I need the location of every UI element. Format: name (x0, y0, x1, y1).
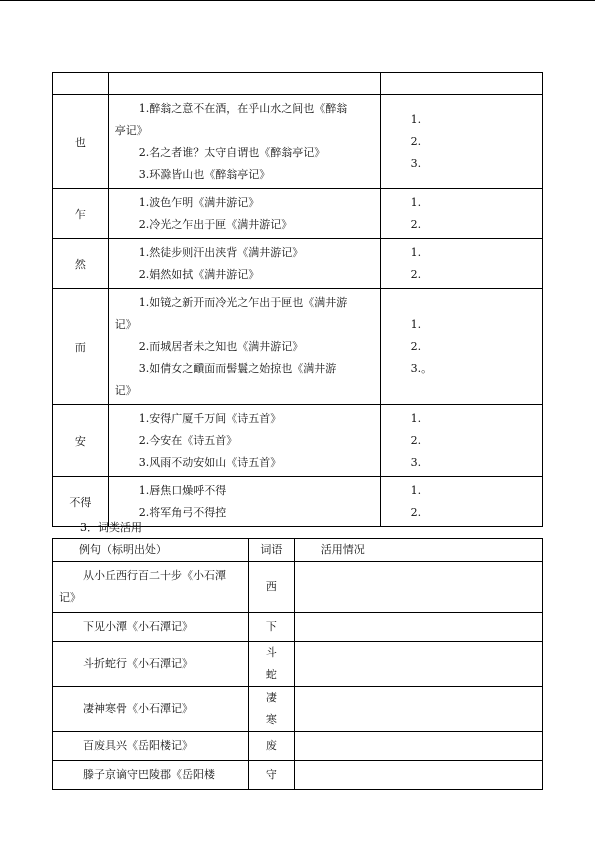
word-cell (248, 613, 294, 642)
answer-line: 3.。 (410, 361, 433, 375)
usage-cell (294, 562, 542, 613)
example-line: 1.然徒步则汗出浃背《满井游记》 (138, 246, 304, 259)
example-cell (108, 477, 380, 527)
answer-line: 1. (410, 112, 422, 126)
example-line: 1.如镜之新开而冷光之乍出于匣也《满井游 (138, 296, 348, 309)
example-cell (53, 732, 249, 761)
answer-line: 2. (410, 217, 422, 231)
example-cell (108, 189, 380, 239)
word-cell (248, 687, 294, 732)
word: 蛇 (265, 668, 277, 681)
answer-line: 3. (410, 455, 422, 469)
word: 下 (265, 620, 277, 633)
example-line: 2.娟然如拭《满井游记》 (138, 268, 260, 281)
example-line: 1.唇焦口燥呼不得 (138, 484, 227, 497)
header-cell (108, 73, 380, 95)
word-cell: 乍 (53, 189, 109, 239)
word: 守 (265, 768, 277, 781)
table-header-row (53, 539, 543, 562)
example-line: 3.如倩女之靧面而髻鬟之始掠也《满井游 (138, 362, 337, 375)
table-row (53, 95, 543, 189)
word-cell: 然 (53, 239, 109, 289)
table-row (53, 289, 543, 405)
example-cell (53, 761, 249, 790)
word-cell (248, 562, 294, 613)
word: 废 (265, 739, 277, 752)
usage-cell (294, 687, 542, 732)
answer-line: 2. (410, 505, 422, 519)
table-row (53, 477, 543, 527)
header-cell (380, 73, 542, 95)
example-line: 下见小潭《小石潭记》 (83, 620, 193, 633)
answer-cell (380, 405, 542, 477)
example-line: 2.今安在《诗五首》 (138, 434, 238, 447)
header-cell: 词语 (248, 539, 294, 562)
table-row (53, 189, 543, 239)
example-cell (53, 687, 249, 732)
word: 凄 (265, 691, 277, 704)
example-line: 记》 (114, 318, 137, 331)
answer-line: 1. (410, 195, 422, 209)
word-cell: 也 (53, 95, 109, 189)
answer-line: 1. (410, 411, 422, 425)
example-line: 滕子京谪守巴陵郡《岳阳楼 (83, 768, 215, 781)
usage-cell (294, 642, 542, 687)
example-line: 2.名之者谁？太守自谓也《醉翁亭记》 (138, 146, 326, 159)
table-row (53, 642, 543, 687)
example-cell (53, 562, 249, 613)
header-cell: 活用情况 (294, 539, 542, 562)
answer-cell (380, 477, 542, 527)
example-cell (53, 613, 249, 642)
word: 寒 (265, 713, 277, 726)
example-line: 1.醉翁之意不在酒，在乎山水之间也《醉翁 (138, 102, 348, 115)
word-cell: 而 (53, 289, 109, 405)
word-usage-table (52, 538, 543, 790)
answer-cell (380, 289, 542, 405)
table-row (53, 239, 543, 289)
example-line: 3.风雨不动安如山《诗五首》 (138, 456, 282, 469)
example-line: 记》 (59, 591, 81, 604)
header-cell (53, 73, 109, 95)
table-row (53, 761, 543, 790)
example-line: 从小丘西行百二十步《小石潭 (83, 569, 226, 582)
example-cell (53, 642, 249, 687)
example-line: 亭记》 (114, 124, 148, 137)
usage-cell (294, 613, 542, 642)
example-cell (108, 239, 380, 289)
word-cell (248, 642, 294, 687)
example-line: 记》 (114, 384, 137, 397)
page-top-rule (0, 0, 595, 1)
table-row (53, 405, 543, 477)
table-row (53, 687, 543, 732)
answer-line: 1. (410, 483, 422, 497)
usage-cell (294, 732, 542, 761)
answer-line: 2. (410, 339, 422, 353)
example-line: 1.安得广厦千万间《诗五首》 (138, 412, 282, 425)
example-line: 2.冷光之乍出于匣《满井游记》 (138, 218, 293, 231)
table-row (53, 732, 543, 761)
header-cell: 例句（标明出处） (53, 539, 249, 562)
table-row (53, 613, 543, 642)
answer-line: 1. (410, 317, 422, 331)
word-cell: 不得 (53, 477, 109, 527)
example-line: 2.而城居者未之知也《满井游记》 (138, 340, 304, 353)
example-line: 2.将军角弓不得控 (138, 506, 227, 519)
answer-line: 2. (410, 134, 422, 148)
section-title: 3．词类活用 (80, 521, 142, 534)
word-cell (248, 732, 294, 761)
usage-cell (294, 761, 542, 790)
example-line: 凄神寒骨《小石潭记》 (83, 702, 193, 715)
word: 西 (265, 580, 277, 593)
word: 斗 (265, 646, 277, 659)
answer-cell (380, 95, 542, 189)
function-word-table (52, 72, 543, 527)
example-cell (108, 95, 380, 189)
answer-line: 2. (410, 267, 422, 281)
answer-line: 3. (410, 156, 422, 170)
example-cell (108, 289, 380, 405)
example-line: 3.环滁皆山也《醉翁亭记》 (138, 168, 271, 181)
table-row (53, 562, 543, 613)
example-line: 百废具兴《岳阳楼记》 (83, 739, 193, 752)
table-header-row (53, 73, 543, 95)
word-cell: 安 (53, 405, 109, 477)
answer-line: 2. (410, 433, 422, 447)
answer-line: 1. (410, 245, 422, 259)
example-line: 1.波色乍明《满井游记》 (138, 196, 260, 209)
example-cell (108, 405, 380, 477)
answer-cell (380, 239, 542, 289)
example-line: 斗折蛇行《小石潭记》 (83, 657, 193, 670)
word-cell (248, 761, 294, 790)
answer-cell (380, 189, 542, 239)
